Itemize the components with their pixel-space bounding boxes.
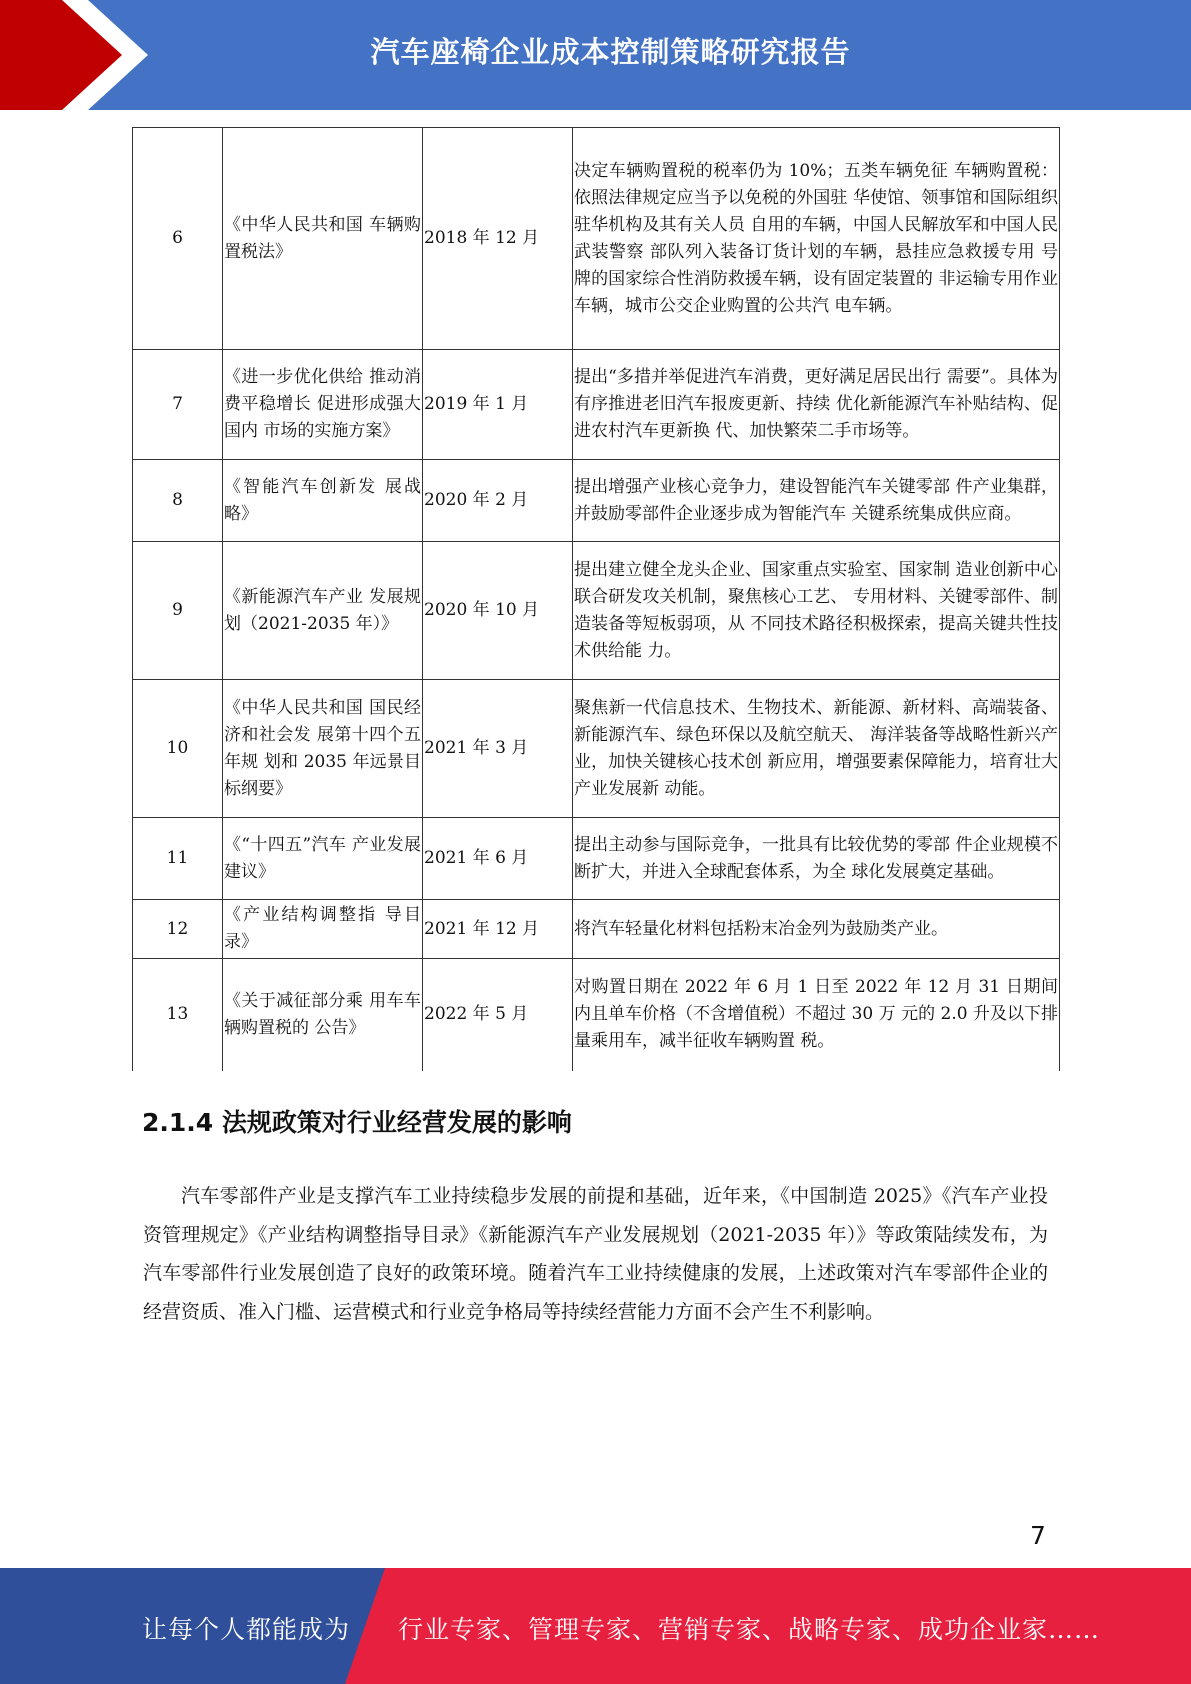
policy-description: 对购置日期在 2022 年 6 月 1 日至 2022 年 12 月 31 日期间内且单车价格（不含增值税）不超过 30 万 元的 2.0 升及以下排量乘用车，减半征收车辆购置 税。 [573, 959, 1060, 1071]
policy-name: 《“十四五”汽车 产业发展建议》 [223, 818, 423, 900]
table-row [133, 959, 1060, 1071]
table-row [133, 818, 1060, 900]
policy-table-body [133, 128, 1060, 1071]
policy-name: 《中华人民共和国 车辆购置税法》 [223, 128, 423, 350]
row-number: 6 [133, 128, 223, 350]
policy-description: 将汽车轻量化材料包括粉末冶金列为鼓励类产业。 [573, 900, 1060, 959]
policy-name: 《关于减征部分乘 用车车辆购置税的 公告》 [223, 959, 423, 1071]
row-number: 11 [133, 818, 223, 900]
policy-name: 《新能源汽车产业 发展规划（2021-2035 年）》 [223, 542, 423, 680]
page-header [0, 0, 1191, 110]
policy-description: 提出增强产业核心竞争力，建设智能汽车关键零部 件产业集群，并鼓励零部件企业逐步成为智能汽车 关键系统集成供应商。 [573, 460, 1060, 542]
policy-date: 2020 年 10 月 [423, 542, 573, 680]
policy-description: 提出“多措并举促进汽车消费，更好满足居民出行 需要”。具体为有序推进老旧汽车报废更新、持续 优化新能源汽车补贴结构、促进农村汽车更新换 代、加快繁荣二手市场等。 [573, 350, 1060, 460]
footer-slogan-right: 行业专家、管理专家、营销专家、战略专家、成功企业家…… [398, 1615, 1101, 1644]
policy-date: 2021 年 3 月 [423, 680, 573, 818]
page-footer [0, 1568, 1191, 1684]
policy-date: 2019 年 1 月 [423, 350, 573, 460]
row-number: 12 [133, 900, 223, 959]
page-number: 7 [1030, 1521, 1046, 1550]
row-number: 8 [133, 460, 223, 542]
row-number: 7 [133, 350, 223, 460]
policy-description: 提出建立健全龙头企业、国家重点实验室、国家制 造业创新中心联合研发攻关机制，聚焦核心工艺、 专用材料、关键零部件、制造装备等短板弱项，从 不同技术路径积极探索，提高关键共性技术供给能 力。 [573, 542, 1060, 680]
table-row [133, 680, 1060, 818]
policy-date: 2021 年 6 月 [423, 818, 573, 900]
table-row [133, 900, 1060, 959]
policy-date: 2021 年 12 月 [423, 900, 573, 959]
policy-date: 2020 年 2 月 [423, 460, 573, 542]
section-heading: 2.1.4 法规政策对行业经营发展的影响 [142, 1108, 572, 1137]
table-row [133, 128, 1060, 350]
policy-name: 《进一步优化供给 推动消费平稳增长 促进形成强大国内 市场的实施方案》 [223, 350, 423, 460]
policy-date: 2018 年 12 月 [423, 128, 573, 350]
row-number: 13 [133, 959, 223, 1071]
policy-name: 《产业结构调整指 导目录》 [223, 900, 423, 959]
table-row [133, 542, 1060, 680]
footer-slogan-left: 让每个人都能成为 [142, 1615, 351, 1644]
policy-description: 聚焦新一代信息技术、生物技术、新能源、新材料、高端装备、新能源汽车、绿色环保以及航空航天、 海洋装备等战略性新兴产业，加快关键核心技术创 新应用，增强要素保障能力，培育壮大产业发展新 动能。 [573, 680, 1060, 818]
policy-table [132, 127, 1060, 1071]
header-title: 汽车座椅企业成本控制策略研究报告 [370, 35, 851, 69]
section-paragraph: 汽车零部件产业是支撑汽车工业持续稳步发展的前提和基础，近年来，《中国制造 2025》《汽车产业投资管理规定》《产业结构调整指导目录》《新能源汽车产业发展规划（2021-2035 年）》等政策陆续发布，为汽车零部件行业发展创造了良好的政策环境。随着汽车工业持续健康的发展，上述政策对汽车零部件企业的经营资质、准入门槛、运营模式和行业竞争格局等持续经营能力方面不会产生不利影响。 [143, 1185, 1048, 1323]
table-row [133, 350, 1060, 460]
policy-description: 提出主动参与国际竞争，一批具有比较优势的零部 件企业规模不断扩大，并进入全球配套体系，为全 球化发展奠定基础。 [573, 818, 1060, 900]
row-number: 9 [133, 542, 223, 680]
policy-date: 2022 年 5 月 [423, 959, 573, 1071]
policy-description: 决定车辆购置税的税率仍为 10%；五类车辆免征 车辆购置税：依照法律规定应当予以免税的外国驻 华使馆、领事馆和国际组织驻华机构及其有关人员 自用的车辆，中国人民解放军和中国人民武装警察 部队列入装备订货计划的车辆，悬挂应急救援专用 号牌的国家综合性消防救援车辆，设有固定装置的 非运输专用作业车辆，城市公交企业购置的公共汽 电车辆。 [573, 128, 1060, 350]
row-number: 10 [133, 680, 223, 818]
table-row [133, 460, 1060, 542]
policy-name: 《智能汽车创新发 展战略》 [223, 460, 423, 542]
policy-name: 《中华人民共和国 国民经济和社会发 展第十四个五年规 划和 2035 年远景目 标纲要》 [223, 680, 423, 818]
